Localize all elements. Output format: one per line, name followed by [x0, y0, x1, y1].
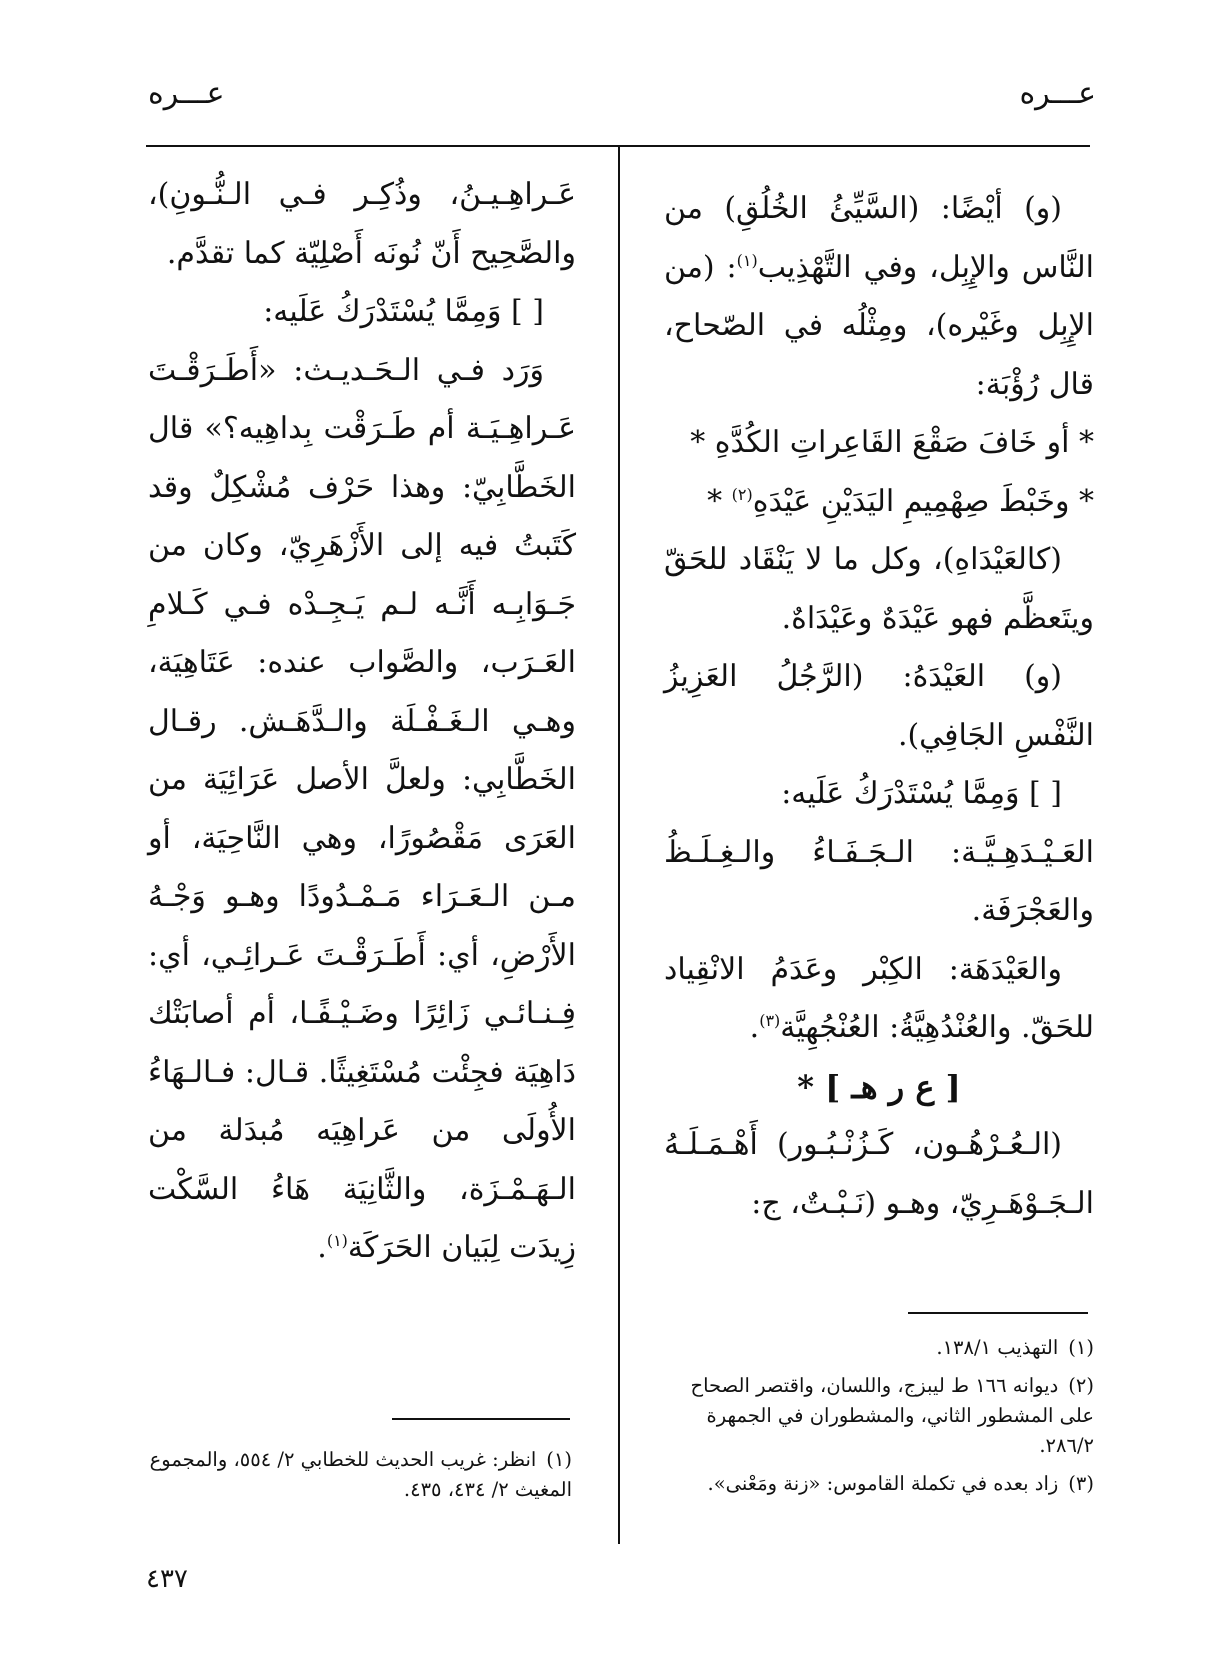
paragraph: [ ] وَمِمَّا يُسْتَدْرَكُ عَلَيه:	[781, 776, 1062, 811]
paragraph	[148, 342, 576, 1278]
footnote-text: التهذيب ١٣٨/١.	[936, 1336, 1059, 1359]
page-number: ٤٣٧	[146, 1564, 188, 1594]
footnote-text: ديوانه ١٦٦ ط ليبزج، واللسان، واقتصر الصحاح على المشطور الثاني، والمشطوران في الجمهرة ٢٨٦/٢.	[690, 1374, 1094, 1457]
paragraph: العَـيْـدَهِـيَّـة: الـجَـفَـاءُ والـغِـلَـظُ والعَجْرَفَة.	[664, 834, 1094, 928]
footnote-number: (١)	[1068, 1336, 1094, 1359]
left-column	[148, 166, 576, 1278]
running-header-left: عـــره	[148, 76, 225, 111]
paragraph-text: وَرَد فـي الـحَـديـث: «أَطَـرَقْـتَ عَـراهِـيَـة أم طَـرَقْت بِداهِيه؟» قال الخَطَّابِيّ: وهذا حَرْف مُشْكِلٌ وقد كَتَبتُ فيه إلى الأَزْهَرِيّ، وكان من جَـوَابِـه أَنَّـه لـم يَـجِـدْه فـي كَـلامِ العَـرَب، والصَّواب عنده: عَتَاهِيَة، وهـي الـغَـفْـلَة والـدَّهَـش. رقـال الخَطَّابِي: ولعلَّ الأصل عَرَائِيَة من العَرَى مَقْصُورًا، وهي النَّاحِيَة، أو مـن الـعَـرَاء مَـمْـدُودًا وهـو وَجْـهُ الأَرْضِ، أي: أَطَـرَقْـتَ عَـرائِـي، أي: فِـنـائـي زَائِرًا وضَـيْـفًـا، أم أصابَتْك دَاهِيَة فجِئْت مُسْتَغِيثًا. قـال: فـالـهَاءُ الأُولَى من عَراهِيَه مُبدَلة من الـهَـمْـزَة، والثَّانِيَة هَاءُ السَّكْت زِيدَت لِبَيان الحَرَكَة	[148, 352, 576, 1265]
footnote-rule-right	[908, 1312, 1088, 1314]
footnote	[664, 1469, 1094, 1499]
footnote-text: زاد بعده في تكملة القاموس: «زنة ومَعْنى».	[707, 1472, 1059, 1495]
paragraph-text: .	[317, 1230, 327, 1265]
footnote	[142, 1445, 572, 1505]
verse-text: * وخَبْطَ صِهْمِيمِ اليَدَيْنِ عَيْدَهِ	[752, 483, 1094, 519]
footnote-rule-left	[392, 1418, 570, 1420]
entry-heading: [ ع ر هـ ] *	[797, 1067, 961, 1106]
paragraph-text: .	[749, 1010, 760, 1045]
footnotes-left	[142, 1445, 572, 1513]
paragraph: [ ] وَمِمَّا يُسْتَدْرَكُ عَلَيه:	[263, 294, 544, 329]
paragraph: (و) العَيْدَهُ: (الرَّجُلُ العَزِيزُ النَّفْسِ الجَافِي).	[664, 659, 1094, 753]
paragraph-text: : (من الإِبِل وغَيْره)، ومِثْلُه في الصّحاح، قال رُؤْبَة:	[664, 249, 1094, 402]
paragraph: عَـراهِـيـنُ، وذُكِـر فـي الـنُّـونِ)، والصَّحِيح أَنّ نُونَه أَصْلِيّة كما تقدَّم.	[148, 177, 576, 271]
verse-line: * أو خَافَ صَقْعَ القَاعِراتِ الكُدَّهِ *	[690, 425, 1094, 460]
paragraph: (الـعُـرْهُـون، كَـزُنْـبُـور) أَهْـمَـلَـهُ الـجَـوْهَـرِيّ، وهـو (نَـبْـتٌ، ج:	[664, 1127, 1094, 1221]
running-header-right: عـــره	[1019, 76, 1096, 111]
paragraph	[664, 941, 1094, 1058]
footnote	[664, 1333, 1094, 1363]
paragraph	[664, 180, 1094, 414]
footnote-marker: (١)	[736, 250, 758, 270]
paragraph-text: والعَيْدَهَة: الكِبْر وعَدَمُ الانْقِياد للحَقّ. والعُنْدُهِيَّةُ: العُنْجُهِيَّة	[664, 951, 1094, 1045]
footnote-number: (٢)	[1068, 1374, 1094, 1397]
paragraph: (كالعَيْدَاهِ)، وكل ما لا يَنْقَاد للحَقّ ويتَعظَّم فهو عَيْدَهٌ وعَيْدَاهٌ.	[664, 542, 1094, 636]
footnote-number: (٣)	[1068, 1472, 1094, 1495]
verse-text: *	[707, 483, 732, 519]
right-column	[664, 180, 1094, 1233]
footnotes-right	[664, 1333, 1094, 1507]
footnote-number: (١)	[546, 1448, 572, 1471]
footnote-text: انظر: غريب الحديث للخطابي ٢/ ٥٥٤، والمجموع المغيث ٢/ ٤٣٤، ٤٣٥.	[149, 1448, 572, 1501]
footnote-marker: (٢)	[731, 484, 753, 504]
column-divider	[618, 146, 620, 1544]
verse-line	[664, 473, 1094, 532]
footnote-marker: (٣)	[759, 1011, 781, 1030]
footnote-marker: (١)	[326, 1231, 348, 1250]
footnote	[664, 1371, 1094, 1461]
paragraph-text: (و) أيْضًا: (السَّيِّئُ الخُلُقِ) من النَّاس والإِبِل، وفي التَّهْذِيب	[664, 191, 1094, 285]
